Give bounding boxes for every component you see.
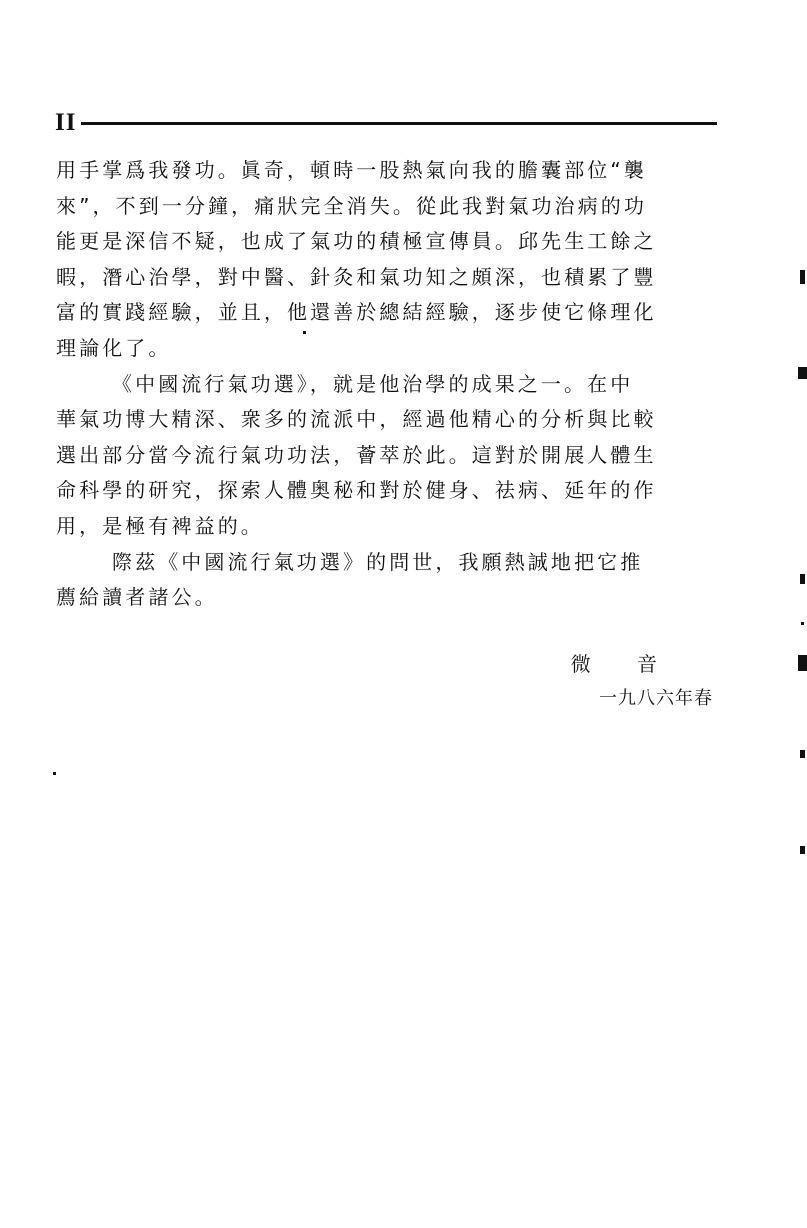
text-line: 命科學的研究，探索人體奥秘和對於健身、祛病、延年的作 (56, 478, 657, 503)
page-header (55, 110, 717, 136)
scan-speck (303, 331, 306, 334)
text-line: 富的實踐經驗，並且，他還善於總結經驗，逐步使它條理化 (56, 300, 657, 325)
text-line: 來”，不到一分鐘，痛狀完全消失。從此我對氣功治病的功 (56, 193, 647, 218)
scan-edge-mark (800, 750, 805, 758)
text-line: 用，是極有裨益的。 (56, 513, 264, 538)
scan-edge-mark (798, 655, 807, 671)
text-line: 《中國流行氣功選》，就是他治學的成果之一。在中 (112, 371, 634, 396)
text-line: 理論化了。 (56, 335, 172, 360)
text-line: 際茲《中國流行氣功選》的問世，我願熱誠地把它推 (112, 549, 644, 574)
text-line: 薦給讀者諸公。 (56, 585, 218, 610)
header-rule (81, 122, 717, 125)
scan-edge-mark (800, 574, 805, 584)
scan-edge-mark (801, 622, 804, 625)
body-text (56, 153, 712, 616)
scan-speck (53, 772, 56, 775)
text-line: 暇，潛心治學，對中醫、針灸和氣功知之頗深，也積累了豐 (56, 264, 657, 289)
text-line: 華氣功博大精深、衆多的流派中，經過他精心的分析與比較 (56, 407, 657, 432)
text-line: 選出部分當今流行氣功功法，薈萃於此。這對於開展人體生 (56, 442, 657, 467)
author-signature: 微 音 (570, 652, 677, 676)
page-number: II (55, 109, 77, 136)
text-line: 能更是深信不疑，也成了氣功的積極宣傳員。邱先生工餘之 (56, 229, 657, 254)
scan-edge-mark (798, 367, 807, 379)
scan-edge-mark (800, 846, 805, 854)
text-line: 用手掌爲我發功。眞奇，頓時一股熱氣向我的膽囊部位“襲 (56, 158, 647, 182)
signature-date: 一九八六年春 (599, 688, 713, 709)
scan-edge-mark (800, 270, 805, 284)
